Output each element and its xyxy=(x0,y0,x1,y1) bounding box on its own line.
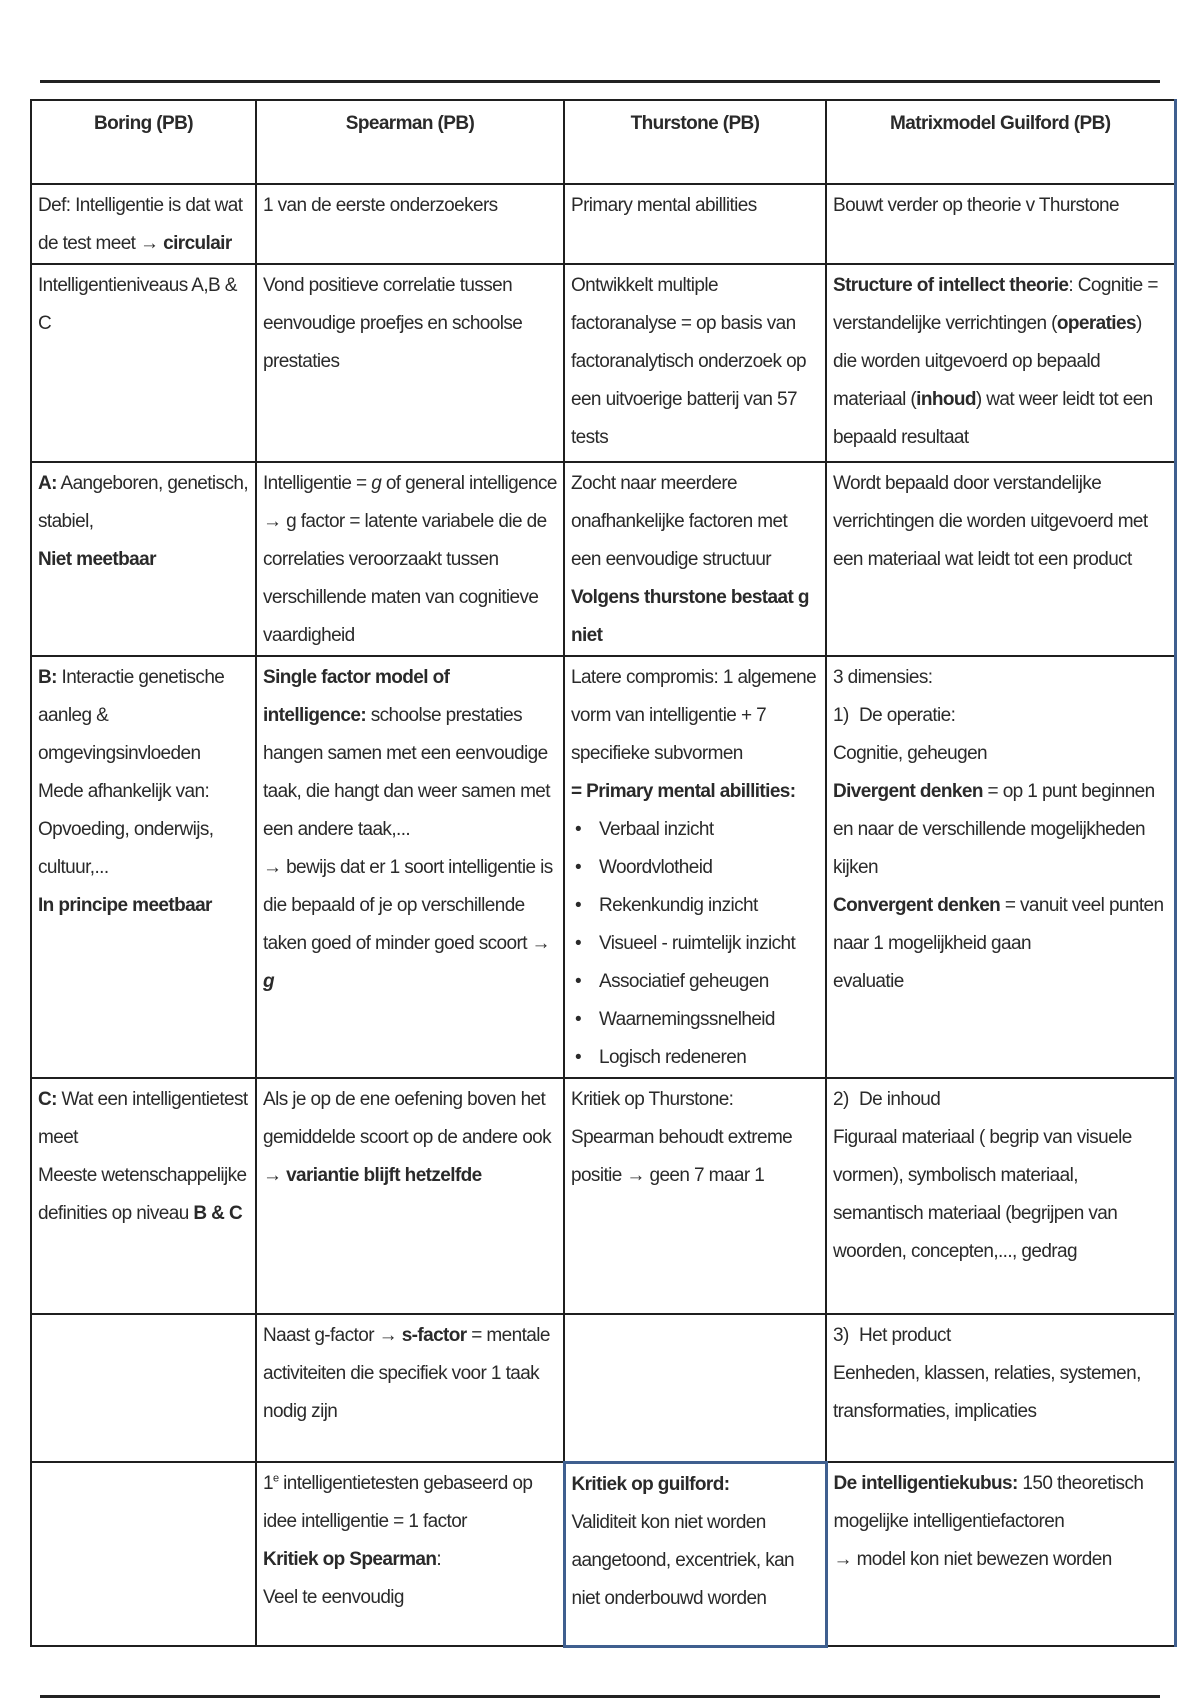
cell-thurstone: Ontwikkelt multiple factoranalyse = op basis van factoranalytisch onderzoek op een uitvoerige batterij van 57 tests xyxy=(564,264,826,462)
list-item: • Verbaal inzicht xyxy=(571,811,819,849)
cell-boring: B: Interactie genetische aanleg & omgevingsinvloeden Mede afhankelijk van: Opvoeding, onderwijs, cultuur,... In principe meetbaar xyxy=(31,656,256,1078)
cell-thurstone: Zocht naar meerdere onafhankelijke factoren met een eenvoudige structuur Volgens thurstone bestaat g niet xyxy=(564,462,826,656)
cell-thurstone: Kritiek op Thurstone: Spearman behoudt extreme positie → geen 7 maar 1 xyxy=(564,1078,826,1314)
table-row xyxy=(31,1314,1175,1462)
list-item: • Rekenkundig inzicht xyxy=(571,887,819,925)
header-spearman: Spearman (PB) xyxy=(256,100,564,184)
cell-guilford: Bouwt verder op theorie v Thurstone xyxy=(826,184,1175,264)
list-item: • Waarnemingssnelheid xyxy=(571,1001,819,1039)
header-thurstone: Thurstone (PB) xyxy=(564,100,826,184)
cell-boring xyxy=(31,1462,256,1646)
list-item: • Woordvlotheid xyxy=(571,849,819,887)
cell-spearman: Als je op de ene oefening boven het gemiddelde scoort op de andere ook → variantie blijft hetzelfde xyxy=(256,1078,564,1314)
cell-guilford: Wordt bepaald door verstandelijke verrichtingen die worden uitgevoerd met een materiaal wat leidt tot een product xyxy=(826,462,1175,656)
table-row xyxy=(31,656,1175,1078)
table-row xyxy=(31,184,1175,264)
comparison-table xyxy=(30,99,1177,1648)
cell-boring: Def: Intelligentie is dat wat de test meet → circulair xyxy=(31,184,256,264)
cell-boring: C: Wat een intelligentietest meet Meeste wetenschappelijke definities op niveau B & C xyxy=(31,1078,256,1314)
top-rule xyxy=(40,80,1160,83)
cell-spearman: 1e intelligentietesten gebaseerd op idee intelligentie = 1 factor Kritiek op Spearman: Veel te eenvoudig xyxy=(256,1462,564,1646)
list-item: • Visueel - ruimtelijk inzicht xyxy=(571,925,819,963)
cell-spearman: Intelligentie = g of general intelligence → g factor = latente variabele die de correlaties veroorzaakt tussen verschillende maten van cognitieve vaardigheid xyxy=(256,462,564,656)
header-boring: Boring (PB) xyxy=(31,100,256,184)
header-row xyxy=(31,100,1175,184)
cell-thurstone xyxy=(564,1314,826,1462)
cell-guilford: 3 dimensies: 1) De operatie: Cognitie, geheugen Divergent denken = op 1 punt beginnen en naar de verschillende mogelijkheden kijken Convergent denken = vanuit veel punten naar 1 mogelijkheid gaan evaluatie xyxy=(826,656,1175,1078)
cell-thurstone: Primary mental abillities xyxy=(564,184,826,264)
cell-spearman: Vond positieve correlatie tussen eenvoudige proefjes en schoolse prestaties xyxy=(256,264,564,462)
cell-boring: Intelligentieniveaus A,B & C xyxy=(31,264,256,462)
cell-thurstone: Kritiek op guilford: Validiteit kon niet worden aangetoond, excentriek, kan niet onderbouwd worden xyxy=(564,1462,826,1646)
table-row xyxy=(31,462,1175,656)
cell-guilford: 3) Het product Eenheden, klassen, relaties, systemen, transformaties, implicaties xyxy=(826,1314,1175,1462)
list-item: • Associatief geheugen xyxy=(571,963,819,1001)
header-guilford: Matrixmodel Guilford (PB) xyxy=(826,100,1175,184)
table-row xyxy=(31,264,1175,462)
table-row xyxy=(31,1462,1175,1646)
cell-guilford: De intelligentiekubus: 150 theoretisch mogelijke intelligentiefactoren → model kon niet bewezen worden xyxy=(826,1462,1175,1646)
table-row xyxy=(31,1078,1175,1314)
cell-thurstone: Latere compromis: 1 algemene vorm van intelligentie + 7 specifieke subvormen = Primary mental abillities: • Verbaal inzicht • Woordvlotheid • Rekenkundig inzicht • Visueel - ruimtelijk inzicht • Associatief geheugen • Waarnemingssnelheid • Logisch redeneren xyxy=(564,656,826,1078)
bottom-rule xyxy=(40,1695,1160,1698)
cell-guilford: 2) De inhoud Figuraal materiaal ( begrip van visuele vormen), symbolisch materiaal, semantisch materiaal (begrijpen van woorden, concepten,..., gedrag xyxy=(826,1078,1175,1314)
cell-boring: A: Aangeboren, genetisch, stabiel, Niet meetbaar xyxy=(31,462,256,656)
cell-boring xyxy=(31,1314,256,1462)
cell-spearman: 1 van de eerste onderzoekers xyxy=(256,184,564,264)
cell-spearman: Naast g-factor → s-factor = mentale activiteiten die specifiek voor 1 taak nodig zijn xyxy=(256,1314,564,1462)
cell-guilford: Structure of intellect theorie: Cognitie = verstandelijke verrichtingen (operaties) die worden uitgevoerd op bepaald materiaal (inhoud) wat weer leidt tot een bepaald resultaat xyxy=(826,264,1175,462)
cell-spearman: Single factor model of intelligence: schoolse prestaties hangen samen met een eenvoudige taak, die hangt dan weer samen met een andere taak,... → bewijs dat er 1 soort intelligentie is die bepaald of je op verschillende taken goed of minder goed scoort → g xyxy=(256,656,564,1078)
list-item: • Logisch redeneren xyxy=(571,1039,819,1077)
